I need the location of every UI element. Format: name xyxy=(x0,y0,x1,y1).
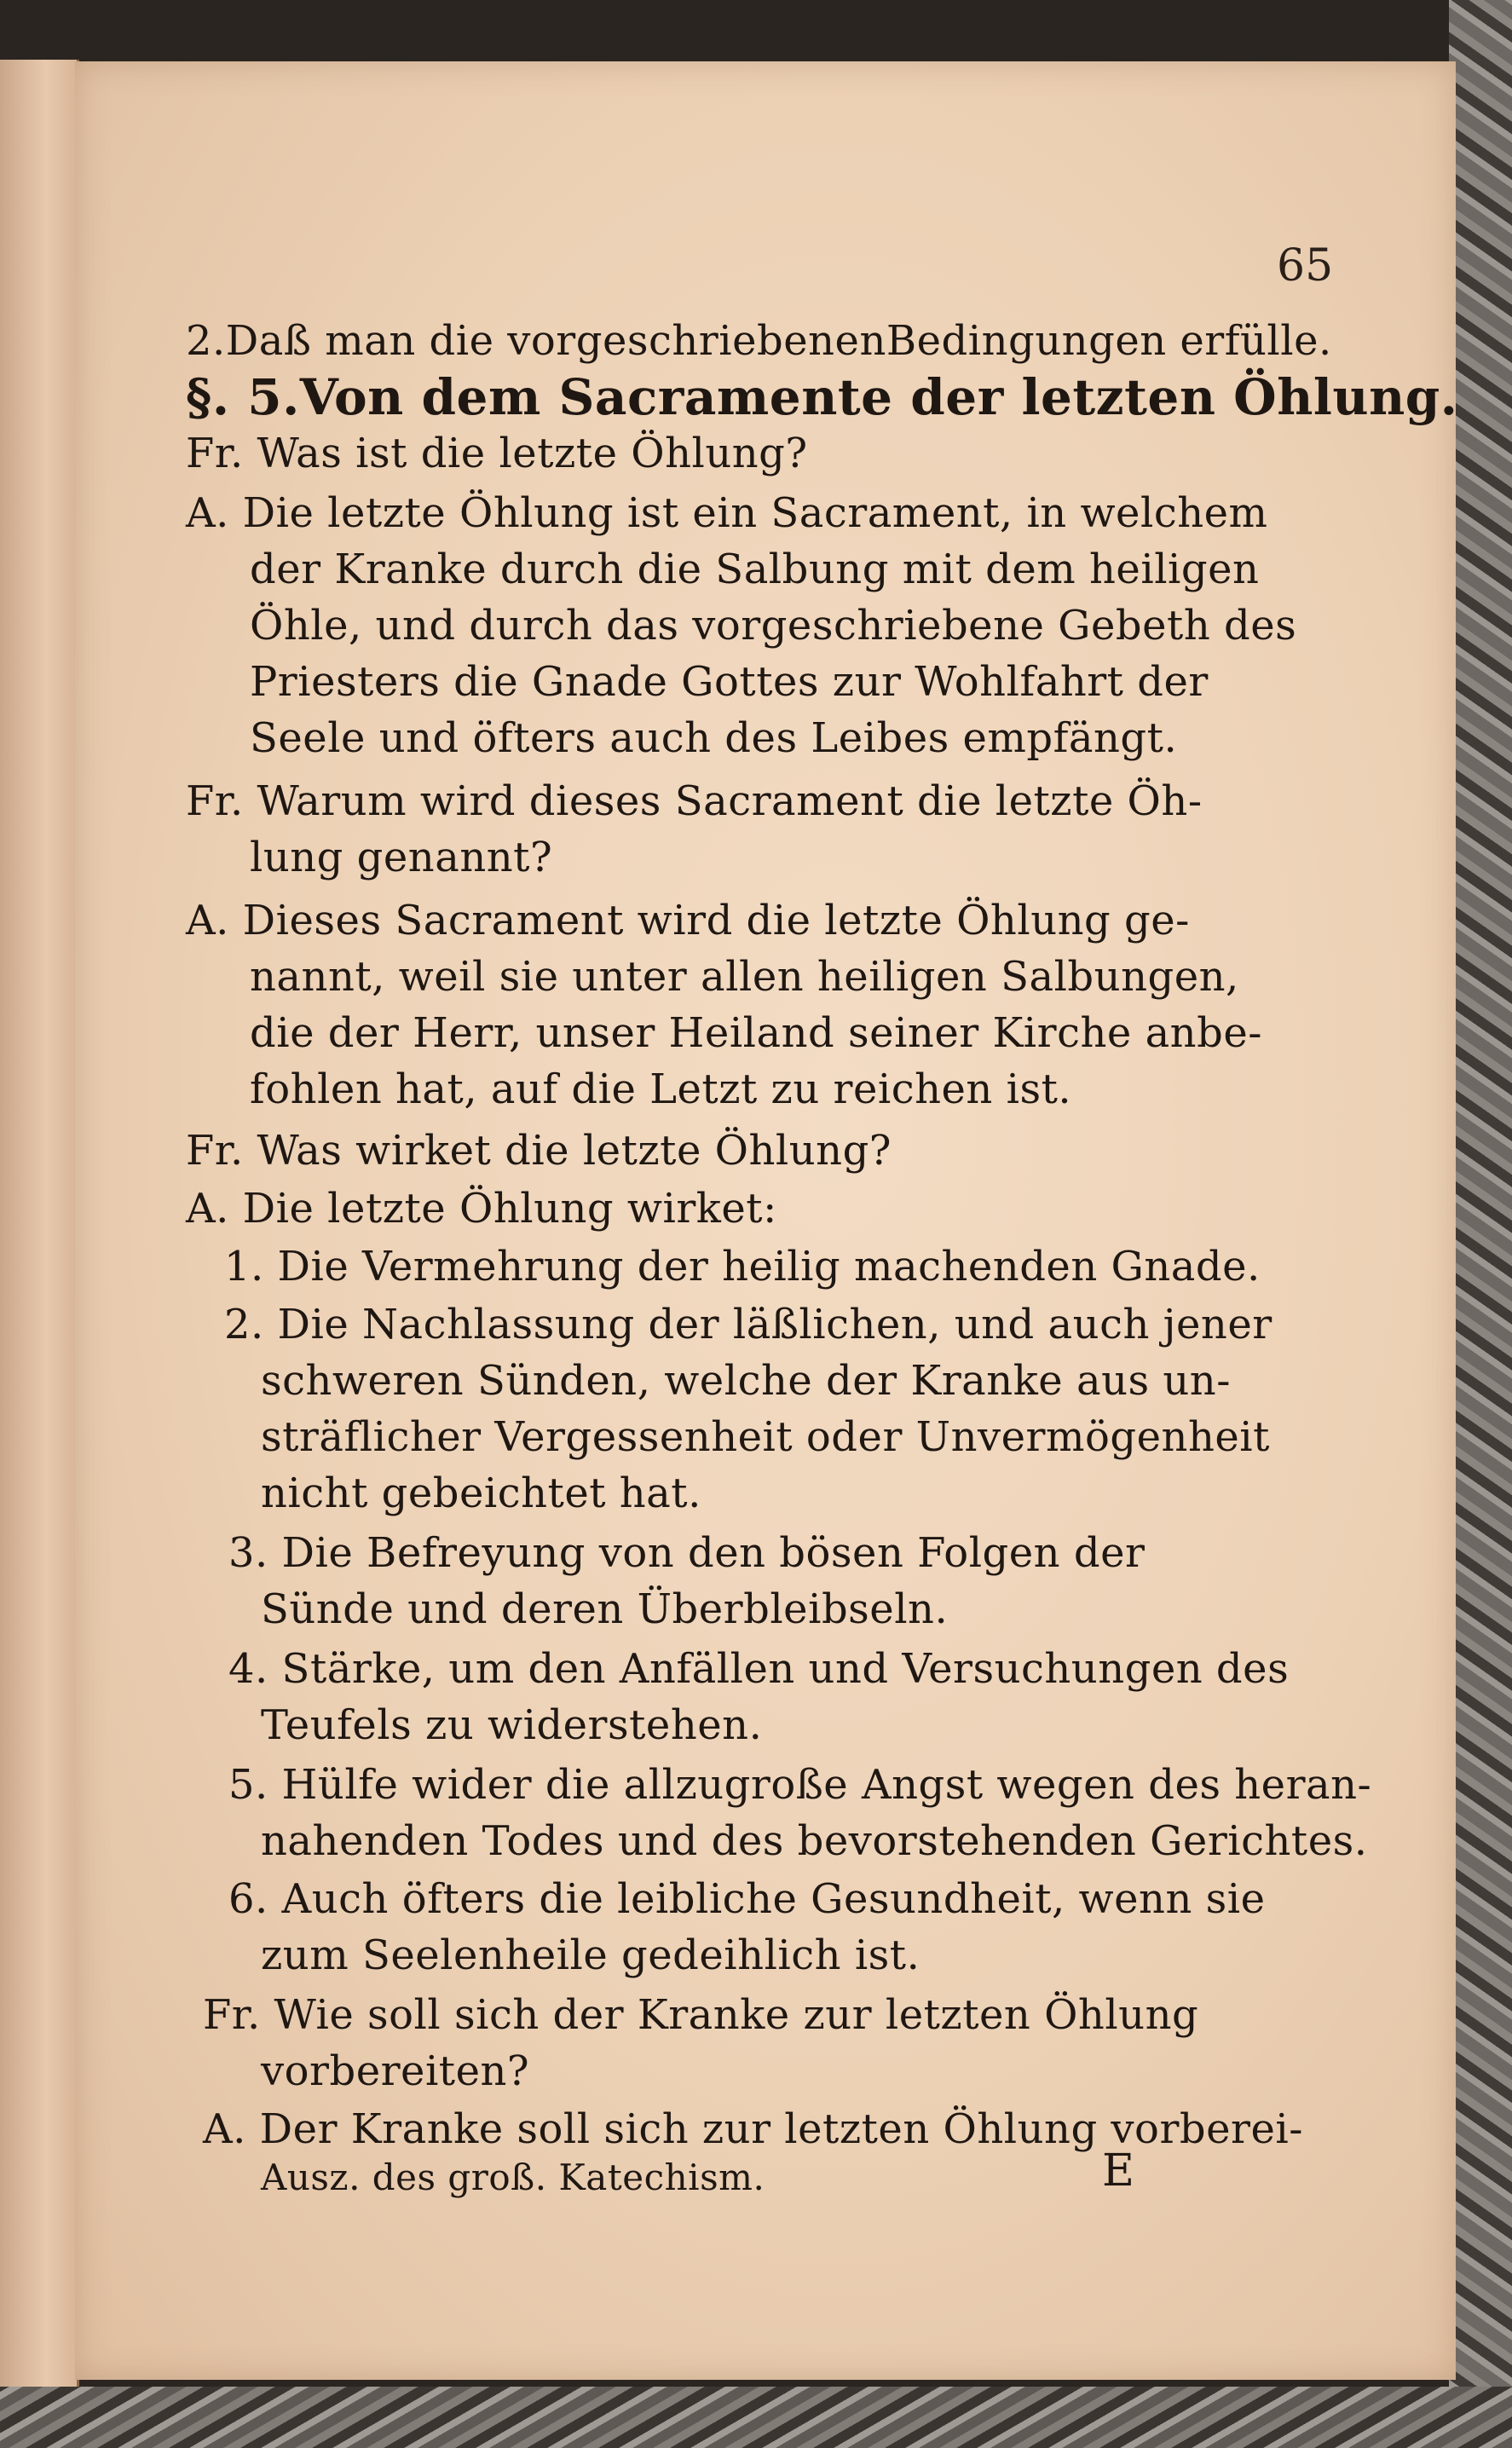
text-line: fohlen hat, auf die Letzt zu reichen ist. xyxy=(250,1065,1072,1113)
book-page xyxy=(75,61,1456,2380)
text-line: schweren Sünden, welche der Kranke aus un- xyxy=(261,1357,1231,1405)
question-line: Fr. Wie soll sich der Kranke zur letzten Öhlung xyxy=(203,1991,1199,2039)
text-line: der Kranke durch die Salbung mit dem heiligen xyxy=(250,546,1260,593)
list-item: 5. Hülfe wider die allzugroße Angst wegen des heran- xyxy=(228,1761,1372,1809)
left-page-edge xyxy=(0,60,79,2387)
section-heading: §. 5.Von dem Sacramente der letzten Öhlung. xyxy=(186,368,1458,426)
page-number: 65 xyxy=(1277,240,1334,292)
text-line: Öhle, und durch das vorgeschriebene Gebeth des xyxy=(250,602,1297,650)
text-line: Sünde und deren Überbleibseln. xyxy=(261,1585,949,1633)
text-line: Seele und öfters auch des Leibes empfängt. xyxy=(250,714,1178,762)
text-line: 2.Daß man die vorgeschriebenenBedingungen erfülle. xyxy=(186,317,1332,365)
text-line: nicht gebeichtet hat. xyxy=(261,1469,701,1517)
answer-line: A. Die letzte Öhlung ist ein Sacrament, in welchem xyxy=(186,489,1268,537)
text-line: vorbereiten? xyxy=(261,2047,530,2095)
list-item: 1. Die Vermehrung der heilig machenden Gnade. xyxy=(224,1243,1261,1290)
question-line: Fr. Warum wird dieses Sacrament die letzte Öh- xyxy=(186,777,1203,825)
text-line: die der Herr, unser Heiland seiner Kirche anbe- xyxy=(250,1009,1262,1057)
question-line: Fr. Was wirket die letzte Öhlung? xyxy=(186,1127,892,1175)
marbled-cover-right xyxy=(1449,0,1512,2448)
signature-mark: E xyxy=(1102,2145,1134,2197)
text-line: Teufels zu widerstehen. xyxy=(261,1701,763,1749)
question-line: Fr. Was ist die letzte Öhlung? xyxy=(186,430,808,477)
text-line: nahenden Todes und des bevorstehenden Gerichtes. xyxy=(261,1817,1368,1865)
list-item: 2. Die Nachlassung der läßlichen, und auch jener xyxy=(224,1301,1273,1348)
list-item: 4. Stärke, um den Anfällen und Versuchungen des xyxy=(228,1645,1290,1693)
list-item: 3. Die Befreyung von den bösen Folgen der xyxy=(228,1529,1146,1577)
answer-line: A. Dieses Sacrament wird die letzte Öhlung ge- xyxy=(186,897,1190,944)
text-line: zum Seelenheile gedeihlich ist. xyxy=(261,1931,920,1979)
text-line: sträflicher Vergessenheit oder Unvermögenheit xyxy=(261,1413,1270,1461)
text-line: nannt, weil sie unter allen heiligen Salbungen, xyxy=(250,953,1239,1001)
answer-line: A. Der Kranke soll sich zur letzten Öhlung vorberei- xyxy=(203,2105,1303,2153)
text-line: Priesters die Gnade Gottes zur Wohlfahrt der xyxy=(250,658,1209,706)
list-item: 6. Auch öfters die leibliche Gesundheit, wenn sie xyxy=(228,1875,1266,1923)
page-footer: Ausz. des groß. Katechism. xyxy=(261,2156,765,2198)
marbled-cover-bottom xyxy=(0,2387,1512,2448)
answer-line: A. Die letzte Öhlung wirket: xyxy=(186,1185,777,1233)
text-line: lung genannt? xyxy=(250,834,553,881)
